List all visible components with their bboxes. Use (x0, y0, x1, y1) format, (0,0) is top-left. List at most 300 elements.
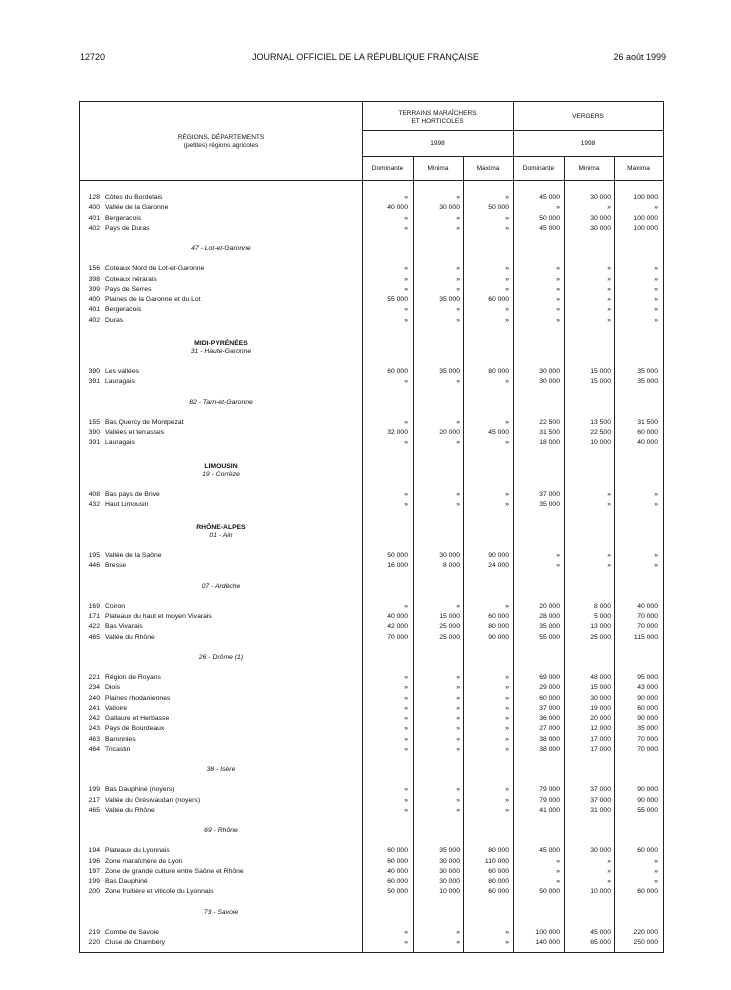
region-name-text: Lauragais (105, 378, 135, 386)
table-row (80, 418, 663, 428)
cell-value: 30 000 (439, 878, 460, 886)
cell-value: » (404, 704, 408, 712)
region-code: 242 (88, 715, 100, 723)
cell-value: » (505, 275, 509, 283)
cell-value: 15 000 (590, 684, 611, 692)
cell-value: 140 000 (535, 939, 560, 946)
region-name-text: Duras (105, 316, 124, 324)
cell-value: 8 000 (442, 562, 460, 570)
region-code: 398 (88, 275, 100, 283)
cell-value: » (505, 378, 509, 386)
table-row (80, 846, 663, 856)
table-row (80, 224, 663, 234)
region-code: 199 (88, 786, 100, 794)
cell-value: » (404, 796, 408, 804)
cell-value: » (404, 500, 408, 508)
cell-value: » (456, 673, 460, 681)
cell-value: 90 000 (488, 552, 509, 560)
region-name-text: Bas Vivarais (105, 623, 143, 631)
header-group-vergers: VERGERS (572, 113, 604, 120)
cell-value: » (456, 490, 460, 498)
cell-value: » (654, 285, 658, 293)
cell-value: 70 000 (387, 633, 408, 641)
table-row (80, 561, 663, 571)
cell-value: » (505, 673, 509, 681)
cell-value: 10 000 (590, 888, 611, 896)
table-row (80, 285, 663, 295)
region-name (105, 418, 358, 428)
cell-value: » (404, 673, 408, 681)
cell-value: » (607, 867, 611, 875)
cell-value: 30 000 (439, 204, 460, 212)
department-heading: 82 - Tarn-et-Garonne (189, 398, 253, 406)
cell-value: 24 000 (488, 562, 509, 570)
cell-value: » (456, 928, 460, 936)
department-heading: 01 - Ain (209, 532, 233, 540)
cell-value: 90 000 (637, 715, 658, 723)
region-name (105, 785, 358, 795)
region-name-text: Vallée du Rhône (105, 806, 155, 814)
table-row (80, 622, 663, 632)
region-name (105, 857, 358, 867)
header-bottom-rule (80, 180, 663, 181)
cell-value: 25 000 (590, 633, 611, 641)
table-row (80, 295, 663, 305)
cell-value: 35 000 (637, 368, 658, 375)
cell-value: 50 000 (539, 888, 560, 896)
cell-value: » (556, 562, 560, 570)
region-name-text: Gallaure et Herbasse (105, 715, 170, 723)
cell-value: 250 000 (633, 939, 658, 946)
table-row (80, 857, 663, 867)
cell-value: » (505, 306, 509, 314)
cell-value: 30 000 (439, 867, 460, 875)
cell-value: » (456, 694, 460, 702)
cell-value: 80 000 (488, 623, 509, 631)
region-name (105, 796, 358, 806)
cell-value: 100 000 (633, 214, 658, 222)
cell-value: » (654, 316, 658, 324)
cell-value: » (456, 746, 460, 753)
region-name-text: Plateaux du haut et moyen Vivarais (105, 613, 212, 620)
region-code: 401 (88, 306, 100, 314)
cell-value: 30 000 (590, 194, 611, 201)
cell-value: » (505, 224, 509, 232)
cell-value: » (556, 285, 560, 293)
cell-value: » (505, 265, 509, 273)
region-name (105, 806, 358, 816)
cell-value: » (404, 285, 408, 293)
region-code: 128 (88, 194, 100, 201)
region-code: 221 (88, 673, 100, 681)
cell-value: 90 000 (488, 633, 509, 641)
table-row (80, 735, 663, 745)
region-name-text: Zone maraîchère de Lyon (105, 857, 183, 865)
cell-value: 28 000 (539, 613, 560, 620)
cell-value: » (607, 500, 611, 508)
cell-value: » (456, 725, 460, 733)
cell-value: 40 000 (637, 602, 658, 610)
cell-value: 40 000 (387, 867, 408, 875)
cell-value: » (404, 715, 408, 723)
region-name-text: Lauragais (105, 439, 135, 447)
cell-value: » (505, 704, 509, 712)
region-name-text: Vallée de la Garonne (105, 204, 169, 212)
region-name (105, 735, 358, 745)
cell-value: » (556, 316, 560, 324)
region-name (105, 203, 358, 213)
cell-value: 45 000 (539, 194, 560, 201)
cell-value: » (505, 439, 509, 447)
table-row (80, 673, 663, 683)
cell-value: » (456, 306, 460, 314)
cell-value: 35 000 (439, 368, 460, 375)
table-row (80, 214, 663, 224)
cell-value: 35 000 (637, 378, 658, 386)
department-heading: 31 - Haute-Garonne (190, 348, 252, 355)
cell-value: 60 000 (637, 847, 658, 855)
cell-value: 45 000 (488, 428, 509, 436)
cell-value: » (404, 306, 408, 314)
cell-value: » (505, 684, 509, 692)
cell-value: » (556, 296, 560, 304)
header-col-maxima: Maxima (627, 165, 650, 172)
cell-value: » (456, 684, 460, 692)
cell-value: » (505, 796, 509, 804)
region-code: 390 (88, 428, 100, 436)
cell-value: 55 000 (539, 633, 560, 641)
region-code: 220 (88, 939, 100, 946)
cell-value: » (556, 275, 560, 283)
cell-value: 69 000 (539, 673, 560, 681)
cell-value: 17 000 (590, 735, 611, 743)
cell-value: 45 000 (539, 224, 560, 232)
region-code: 400 (88, 204, 100, 212)
cell-value: » (456, 602, 460, 610)
cell-value: 42 000 (387, 623, 408, 631)
cell-value: » (404, 602, 408, 610)
cell-value: » (556, 867, 560, 875)
cell-value: 35 000 (439, 847, 460, 855)
region-name (105, 316, 358, 326)
cell-value: 220 000 (633, 928, 658, 936)
region-code: 219 (88, 928, 100, 936)
region-heading: MIDI-PYRÉNÉES (194, 340, 248, 347)
region-name-text: Diois (105, 684, 121, 692)
header-col-minima: Minima (578, 165, 600, 172)
cell-value: 35 000 (539, 500, 560, 508)
region-name-text: Baronnies (105, 735, 136, 743)
region-code: 390 (88, 368, 100, 375)
header-col-minima: Minima (427, 165, 449, 172)
table-row (80, 316, 663, 326)
region-code: 465 (88, 806, 100, 814)
region-name (105, 887, 358, 897)
cell-value: » (456, 214, 460, 222)
cell-value: » (404, 194, 408, 201)
cell-value: » (404, 786, 408, 794)
cell-value: 37 000 (590, 796, 611, 804)
cell-value: 10 000 (590, 439, 611, 447)
department-heading: 69 - Rhône (204, 827, 238, 835)
cell-value: 60 000 (387, 878, 408, 886)
cell-value: » (607, 878, 611, 886)
cell-value: » (404, 684, 408, 692)
cell-value: 13 500 (590, 418, 611, 426)
cell-value: 38 000 (539, 735, 560, 743)
cell-value: 45 000 (590, 928, 611, 936)
region-code: 195 (88, 552, 100, 560)
table-row (80, 264, 663, 274)
region-name-text: Zone de grande culture entre Saône et Rhône (105, 867, 244, 875)
region-name-text: Bas pays de Brive (105, 490, 160, 498)
region-code: 171 (88, 613, 100, 620)
region-name (105, 612, 358, 622)
region-code: 234 (88, 684, 100, 692)
cell-value: 90 000 (637, 786, 658, 794)
cell-value: 35 000 (539, 623, 560, 631)
region-name-text: Haut Limousin (105, 500, 149, 508)
region-name-text: Pays de Duras (105, 224, 150, 232)
table-row (80, 806, 663, 816)
region-code: 243 (88, 725, 100, 733)
publication-date: 26 août 1999 (613, 52, 666, 62)
table-row (80, 877, 663, 887)
table-row (80, 683, 663, 693)
cell-value: 27 000 (539, 725, 560, 733)
cell-value: 79 000 (539, 796, 560, 804)
cell-value: » (654, 552, 658, 560)
region-name-text: Pays de Bourdeaux (105, 725, 165, 733)
table-row (80, 694, 663, 704)
cell-value: » (456, 500, 460, 508)
department-heading: 38 - Isère (206, 766, 236, 774)
region-name (105, 275, 358, 285)
cell-value: 40 000 (637, 439, 658, 447)
cell-value: 8 000 (593, 602, 611, 610)
table-row (80, 796, 663, 806)
cell-value: » (456, 316, 460, 324)
region-name-text: Côtes du Bordelais (105, 194, 163, 201)
cell-value: 30 000 (539, 368, 560, 375)
region-code: 402 (88, 224, 100, 232)
cell-value: » (456, 285, 460, 293)
region-name-text: Bas Dauphiné (105, 878, 148, 886)
cell-value: 31 000 (590, 806, 611, 814)
cell-value: 50 000 (539, 214, 560, 222)
page-number: 12720 (80, 52, 106, 62)
cell-value: » (607, 857, 611, 865)
header-year-maraichers: 1998 (430, 140, 445, 147)
cell-value: 55 000 (637, 806, 658, 814)
cell-value: 30 000 (539, 378, 560, 386)
cell-value: » (404, 746, 408, 753)
cell-value: 100 000 (535, 928, 560, 936)
region-name (105, 305, 358, 315)
header-col-maxima: Maxima (476, 165, 500, 172)
cell-value: 18 000 (539, 439, 560, 447)
table-top-rule (80, 101, 663, 102)
cell-value: 70 000 (637, 735, 658, 743)
table-row (80, 551, 663, 561)
cell-value: 70 000 (637, 746, 658, 753)
cell-value: 90 000 (637, 796, 658, 804)
region-code: 197 (88, 867, 100, 875)
cell-value: 5 000 (593, 613, 611, 620)
region-name-text: Bas Dauphiné (noyers) (105, 786, 175, 794)
cell-value: » (456, 735, 460, 743)
cell-value: » (404, 735, 408, 743)
region-name (105, 745, 358, 755)
region-name-text: Cluse de Chambéry (105, 939, 166, 946)
department-heading: 73 - Savoie (203, 908, 239, 916)
cell-value: » (556, 306, 560, 314)
table-row (80, 377, 663, 387)
cell-value: » (404, 214, 408, 222)
cell-value: » (654, 275, 658, 283)
cell-value: 95 000 (637, 673, 658, 681)
cell-value: 20 000 (539, 602, 560, 610)
region-name (105, 224, 358, 234)
cell-value: 100 000 (633, 224, 658, 232)
cell-value: 37 000 (590, 786, 611, 794)
region-name (105, 428, 358, 438)
cell-value: 32 000 (387, 428, 408, 436)
cell-value: 90 000 (637, 694, 658, 702)
cell-value: » (654, 867, 658, 875)
region-heading: RHÔNE-ALPES (196, 524, 246, 532)
cell-value: » (404, 418, 408, 426)
header-col-dominante: Dominante (522, 165, 555, 172)
region-code: 194 (88, 847, 100, 855)
cell-value: » (456, 715, 460, 723)
region-code: 446 (88, 562, 100, 570)
header-group-maraichers: TERRAINS MARAÎCHERS (398, 110, 477, 117)
region-name (105, 377, 358, 387)
cell-value: » (505, 928, 509, 936)
table-row (80, 724, 663, 734)
region-name (105, 500, 358, 510)
table-row (80, 633, 663, 643)
table-row (80, 704, 663, 714)
region-code: 196 (88, 857, 100, 865)
cell-value: » (404, 928, 408, 936)
cell-value: » (505, 285, 509, 293)
cell-value: » (505, 735, 509, 743)
table-row (80, 438, 663, 448)
region-code: 408 (88, 490, 100, 498)
cell-value: » (456, 786, 460, 794)
cell-value: 40 000 (387, 613, 408, 620)
cell-value: 50 000 (387, 552, 408, 560)
cell-value: » (404, 316, 408, 324)
cell-value: 79 000 (539, 786, 560, 794)
department-heading: 47 - Lot-et-Garonne (191, 245, 251, 253)
region-name-text: Coteaux nérarais (105, 275, 157, 283)
cell-value: » (505, 939, 509, 946)
cell-value: » (404, 694, 408, 702)
region-heading: LIMOUSIN (204, 462, 238, 470)
cell-value: 50 000 (488, 204, 509, 212)
cell-value: » (654, 562, 658, 570)
department-heading: 19 - Corrèze (202, 470, 240, 478)
cell-value: 30 000 (590, 224, 611, 232)
region-name (105, 490, 358, 500)
region-name-text: Zone fruitière et viticole du Lyonnais (105, 888, 214, 896)
cell-value: » (404, 806, 408, 814)
cell-value: 25 000 (439, 633, 460, 641)
cell-value: » (505, 194, 509, 201)
cell-value: » (404, 439, 408, 447)
cell-value: » (607, 316, 611, 324)
region-code: 399 (88, 285, 100, 293)
cell-value: » (556, 204, 560, 212)
table-row (80, 500, 663, 510)
region-name (105, 633, 358, 643)
region-name-text: Tricastin (105, 746, 131, 753)
region-name (105, 867, 358, 877)
department-heading: 26 - Drôme (1) (198, 653, 244, 661)
cell-value: » (456, 418, 460, 426)
cell-value: » (607, 562, 611, 570)
cell-value: 80 000 (488, 878, 509, 886)
cell-value: » (505, 746, 509, 753)
region-name (105, 551, 358, 561)
cell-value: » (456, 704, 460, 712)
cell-value: 15 000 (439, 613, 460, 620)
cell-value: » (505, 694, 509, 702)
region-name-text: Région de Royans (105, 673, 161, 681)
cell-value: » (404, 939, 408, 946)
cell-value: 30 000 (590, 694, 611, 702)
region-name (105, 285, 358, 295)
region-name (105, 561, 358, 571)
region-code: 391 (88, 439, 100, 447)
cell-value: » (654, 306, 658, 314)
cell-value: 38 000 (539, 746, 560, 753)
region-name-text: Plaines rhodaniennes (105, 694, 171, 702)
cell-value: » (607, 285, 611, 293)
cell-value: 50 000 (387, 888, 408, 896)
cell-value: » (456, 796, 460, 804)
region-name (105, 694, 358, 704)
region-code: 200 (88, 888, 100, 896)
region-code: 155 (88, 418, 100, 426)
cell-value: 31 500 (539, 428, 560, 436)
cell-value: 35 000 (637, 725, 658, 733)
cell-value: 30 000 (439, 857, 460, 865)
cell-value: » (556, 552, 560, 560)
cell-value: » (654, 878, 658, 886)
region-code: 465 (88, 633, 100, 641)
cell-value: 43 000 (637, 684, 658, 692)
table-row (80, 938, 663, 948)
cell-value: 15 000 (590, 368, 611, 375)
cell-value: 25 000 (439, 623, 460, 631)
cell-value: 65 000 (590, 939, 611, 946)
header-regions-sublabel: (petites) régions agricoles (183, 142, 259, 149)
cell-value: 60 000 (637, 888, 658, 896)
table-row (80, 367, 663, 377)
header-regions-label: RÉGIONS, DÉPARTEMENTS (177, 134, 265, 141)
region-name-text: Vallées et terrasses (105, 428, 165, 436)
region-code: 402 (88, 316, 100, 324)
table-row (80, 714, 663, 724)
region-code: 464 (88, 746, 100, 753)
region-name (105, 724, 358, 734)
cell-value: 48 000 (590, 673, 611, 681)
cell-value: 60 000 (488, 296, 509, 304)
